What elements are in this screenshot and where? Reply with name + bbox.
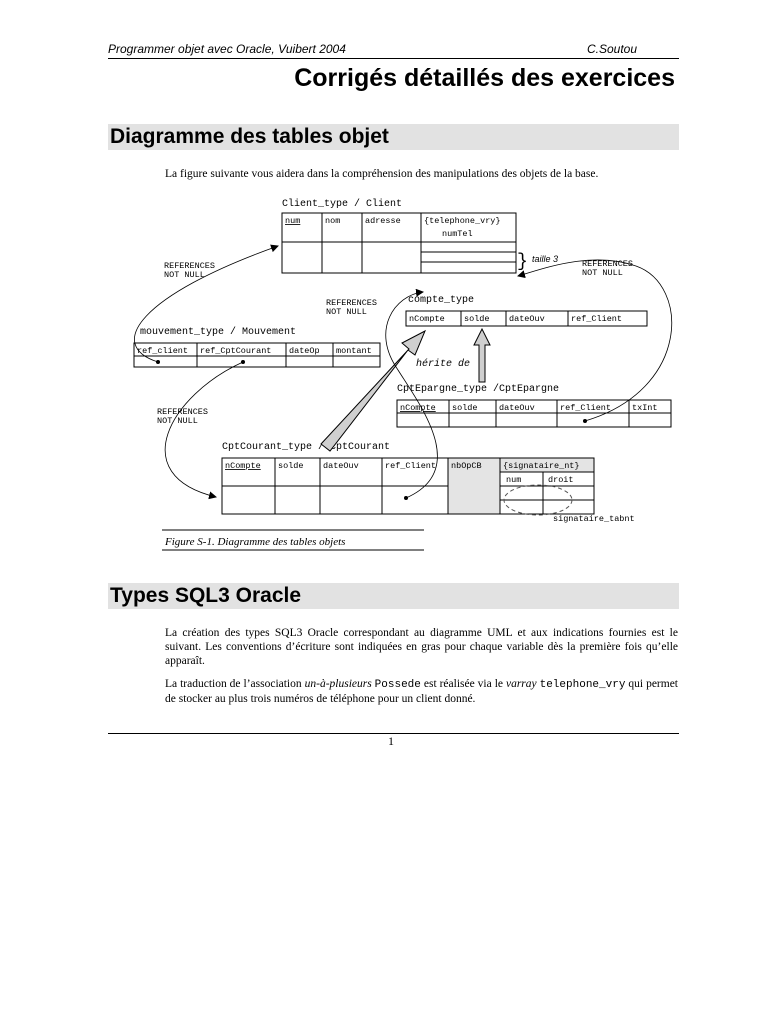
epargne-col-dateouv: dateOuv <box>499 403 535 413</box>
client-table-title: Client_type / Client <box>282 199 403 210</box>
epargne-col-refclient: ref_Client <box>560 403 612 413</box>
mouvement-col-refcptcourant: ref_CptCourant <box>200 346 272 356</box>
notnull-label-compte: NOT NULL <box>326 307 367 317</box>
courant-col-refclient: ref_Client <box>385 461 437 471</box>
notnull-label-mouvement-client: NOT NULL <box>164 270 205 280</box>
running-header-right: C.Soutou <box>587 42 638 56</box>
mouvement-col-refclient: ref_client <box>137 346 189 356</box>
client-subcol-numtel: numTel <box>442 229 473 239</box>
types-p2-italic-varray: varray <box>505 678 537 690</box>
section-heading-diagram-text: Diagramme des tables objet <box>110 125 389 148</box>
client-col-telephone: {telephone_vry} <box>424 216 501 226</box>
notnull-label-epargne: NOT NULL <box>582 268 623 278</box>
types-p2-text-c: qui permet de stocker au plus trois numéros de téléphone pour un client donné. <box>165 678 678 705</box>
ref-dot-courant-client <box>404 496 408 500</box>
mouvement-col-montant: montant <box>336 346 372 356</box>
compte-col-ncompte: nCompte <box>409 314 445 324</box>
courant-col-nbopcb: nbOpCB <box>451 461 482 471</box>
types-paragraph-2 <box>165 677 678 706</box>
references-label-mouvement-courant: REFERENCES <box>157 407 209 417</box>
figure-caption: Figure S-1. Diagramme des tables objets <box>165 536 346 548</box>
epargne-inherits-arrow <box>474 329 490 382</box>
types-p2-code-telephone: telephone_vry <box>539 679 626 691</box>
epargne-col-ncompte: nCompte <box>400 403 436 413</box>
courant-table-title: CptCourant_type / CptCourant <box>222 442 391 453</box>
courant-col-solde: solde <box>278 461 304 471</box>
epargne-col-solde: solde <box>452 403 478 413</box>
ref-mouvement-courant-curve <box>165 362 243 497</box>
compte-col-refclient: ref_Client <box>571 314 623 324</box>
epargne-col-txint: txInt <box>632 403 658 413</box>
ref-dot-epargne-client <box>583 419 587 423</box>
types-p2-italic: un-à-plusieurs <box>304 678 372 690</box>
client-col-num: num <box>285 216 301 226</box>
types-p2-text-a: La traduction de l’association <box>165 678 305 690</box>
courant-col-signataire: {signataire_nt} <box>503 461 580 471</box>
signataire-tab-label: signataire_tabnt <box>553 514 635 524</box>
page-title: Corrigés détaillés des exercices <box>294 64 675 92</box>
courant-col-ncompte: nCompte <box>225 461 261 471</box>
courant-col-dateouv: dateOuv <box>323 461 359 471</box>
size-brace: } <box>517 252 528 272</box>
compte-table-title: compte_type <box>408 295 475 306</box>
inheritance-label: hérite de <box>416 359 471 370</box>
section-heading-types-text: Types SQL3 Oracle <box>110 584 302 607</box>
page-number: 1 <box>388 734 394 748</box>
courant-subcol-num: num <box>506 475 522 485</box>
types-p2-text-b: est réalisée via le <box>420 678 506 690</box>
compte-col-solde: solde <box>464 314 490 324</box>
references-label-compte: REFERENCES <box>326 298 378 308</box>
ref-dot-mouvement-client <box>156 360 160 364</box>
taille-label: taille 3 <box>532 254 559 264</box>
running-header-left: Programmer objet avec Oracle, Vuibert 2004 <box>108 42 346 56</box>
mouvement-col-dateop: dateOp <box>289 346 320 356</box>
references-label-mouvement-client: REFERENCES <box>164 261 216 271</box>
ref-epargne-client-curve <box>518 260 672 421</box>
epargne-table-title: CptEpargne_type /CptEpargne <box>397 384 560 395</box>
types-p2-code-possede: Possede <box>374 679 421 691</box>
compte-col-dateouv: dateOuv <box>509 314 545 324</box>
section-heading-types <box>108 583 679 609</box>
notnull-label-mouvement-courant: NOT NULL <box>157 416 198 426</box>
references-label-epargne: REFERENCES <box>582 259 634 269</box>
client-col-nom: nom <box>325 216 341 226</box>
client-col-adresse: adresse <box>365 216 401 226</box>
intro-paragraph: La figure suivante vous aidera dans la compréhension des manipulations des objets de la base. <box>165 168 599 180</box>
ref-dot-mouvement-courant <box>241 360 245 364</box>
mouvement-table-title: mouvement_type / Mouvement <box>140 327 297 338</box>
types-paragraph-1: La création des types SQL3 Oracle correspondant au diagramme UML et aux indications fournies est le suivant. Les conventions d’écriture sont indiquées en gras pour chaque variable dès la première fois qu’elle apparaît. <box>165 627 678 667</box>
courant-subcol-droit: droit <box>548 475 574 485</box>
